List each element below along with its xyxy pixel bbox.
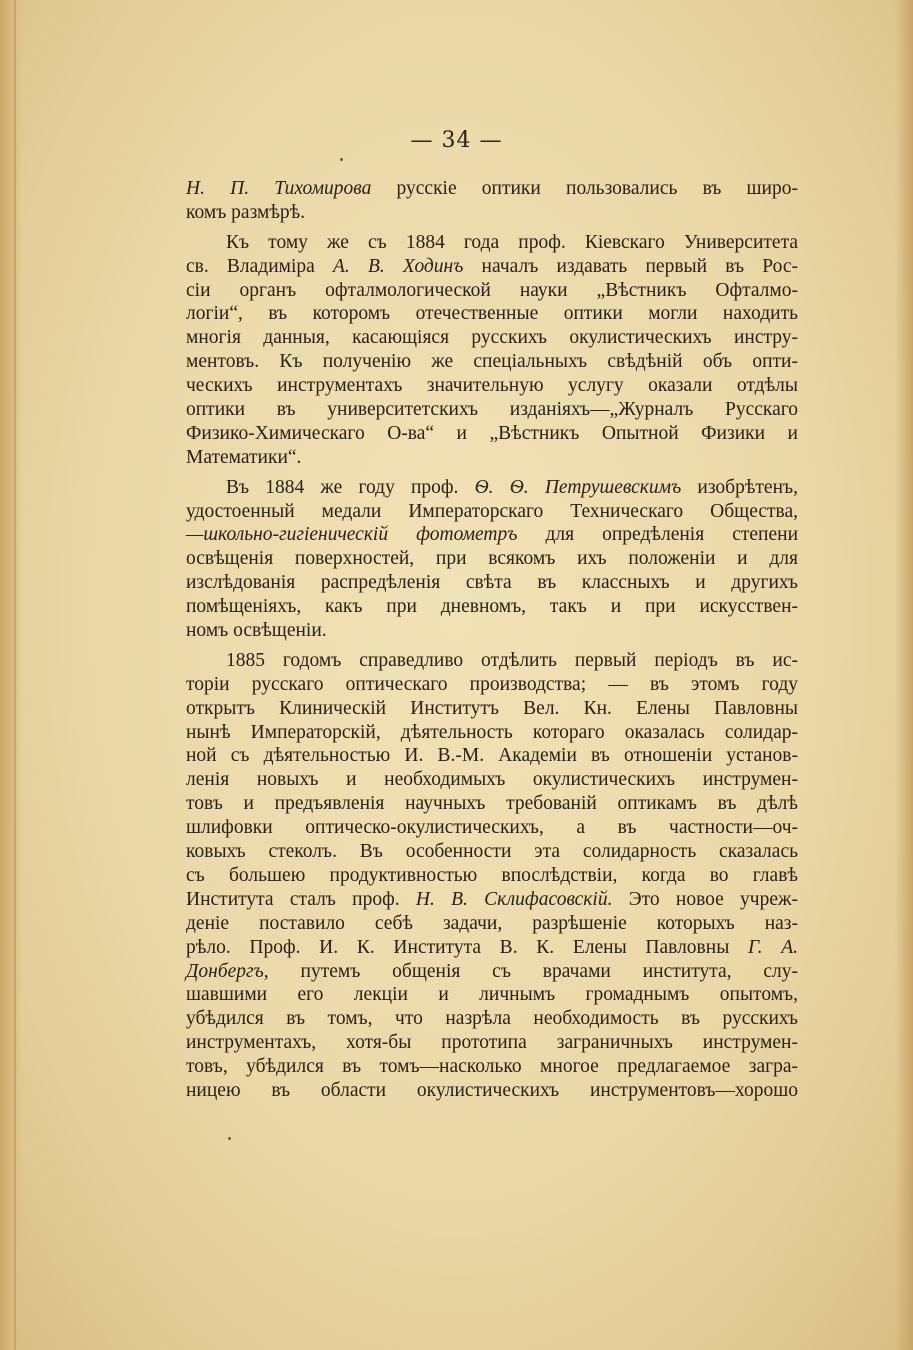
text-run: св. Владиміра: [186, 255, 333, 277]
text-line: [186, 816, 798, 840]
text-run: ной съ дѣятельностью И. В.-М. Академіи въ отношеніи установ-: [186, 745, 798, 767]
text-line: [186, 446, 798, 470]
text-line: [186, 523, 798, 547]
text-run: ницею въ области окулистическихъ инструментовъ—хорошо: [186, 1079, 798, 1101]
paragraph: [186, 177, 798, 225]
text-run: товъ, убѣдился въ томъ—насколько многое предлагаемое загра-: [186, 1056, 798, 1078]
text-run: для опредѣленія степени: [517, 524, 799, 546]
page-right-edge: [895, 0, 913, 1350]
text-line: [186, 960, 798, 984]
text-line: [186, 422, 798, 446]
text-line: [186, 201, 798, 225]
text-run: Физико-Химическаго О-ва“ и „Вѣстникъ Опытной Физики и: [186, 422, 798, 444]
text-line: [186, 595, 798, 619]
text-run: шлифовки оптическо-окулистическихъ, а въ частности—оч-: [186, 817, 798, 839]
text-run: ленія новыхъ и необходимыхъ окулистическихъ инструмен-: [186, 769, 798, 791]
text-line: [186, 177, 798, 201]
paragraph: [186, 476, 798, 643]
text-run: оптики въ университетскихъ изданіяхъ—„Журналъ Русскаго: [186, 399, 798, 421]
text-line: [186, 476, 798, 500]
print-speck: [228, 1137, 231, 1140]
text-run: комъ размѣрѣ.: [186, 201, 306, 223]
text-run: логіи“, въ которомъ отечественные оптики могли находить: [186, 303, 798, 325]
text-line: [186, 374, 798, 398]
text-run: Къ тому же съ 1884 года проф. Кіевскаго Университета: [226, 231, 798, 253]
text-run: удостоенный медали Императорскаго Техническаго Общества,: [186, 500, 798, 522]
text-run: деніе поставило себѣ задачи, разрѣшеніе которыхъ наз-: [186, 912, 798, 934]
paragraph: [186, 231, 798, 470]
text-line: [186, 1055, 798, 1079]
text-line: [186, 768, 798, 792]
text-line: [186, 326, 798, 350]
text-run: изслѣдованія распредѣленія свѣта въ классныхъ и другихъ: [186, 572, 798, 594]
text-run: ковыхъ стеколъ. Въ особенности эта солидарность сказалась: [186, 841, 798, 863]
italic-name: А. В. Ходинъ: [333, 255, 464, 277]
text-run: убѣдился въ томъ, что назрѣла необходимость въ русскихъ: [186, 1008, 798, 1030]
text-line: [186, 864, 798, 888]
text-line: [186, 697, 798, 721]
italic-name: Н. В. Склифасовскій.: [415, 888, 613, 910]
text-run: ментовъ. Къ полученію же спеціальныхъ свѣдѣній объ опти-: [186, 351, 798, 373]
text-run: Математики“.: [186, 446, 302, 468]
text-line: [186, 500, 798, 524]
text-line: [186, 571, 798, 595]
italic-name: —школьно-гигіеническій фотометръ: [186, 524, 518, 546]
text-line: [186, 398, 798, 422]
text-line: [186, 912, 798, 936]
print-speck: [340, 158, 343, 161]
text-line: [186, 1031, 798, 1055]
text-line: [186, 721, 798, 745]
text-run: торіи русскаго оптическаго производства; — въ этомъ году: [186, 673, 798, 695]
text-run: 1885 годомъ справедливо отдѣлить первый періодъ въ ис-: [226, 649, 798, 671]
text-run: товъ и предъявленія научныхъ требованій оптикамъ въ дѣлѣ: [186, 793, 798, 815]
italic-name: Донбергъ,: [186, 960, 269, 982]
text-run: Это новое учреж-: [612, 888, 798, 910]
text-run: номъ освѣщеніи.: [186, 620, 327, 642]
text-line: [186, 983, 798, 1007]
text-run: рѣло. Проф. И. К. Института В. К. Елены Павловны: [186, 936, 748, 958]
text-line: [186, 1007, 798, 1031]
text-line: [186, 792, 798, 816]
text-run: шавшими его лекціи и личнымъ громаднымъ опытомъ,: [186, 984, 798, 1006]
text-run: многія данныя, касающіяся русскихъ окулистическихъ инстру-: [186, 327, 798, 349]
italic-name: Ѳ. Ѳ. Петрушевскимъ: [474, 476, 682, 498]
text-line: [186, 840, 798, 864]
text-run: Въ 1884 же году проф.: [226, 476, 475, 498]
italic-name: Н. П. Тихомирова: [186, 178, 372, 199]
text-run: началъ издавать первый въ Рос-: [463, 255, 798, 277]
text-run: открытъ Клиническій Институтъ Вел. Кн. Елены Павловны: [186, 697, 798, 719]
text-run: русскіе оптики пользовались въ широ-: [371, 178, 798, 199]
text-run: изобрѣтенъ,: [681, 476, 798, 498]
paragraph: [186, 649, 798, 1103]
text-line: [186, 673, 798, 697]
text-line: [186, 255, 798, 279]
text-line: [186, 649, 798, 673]
text-line: [186, 1079, 798, 1103]
text-line: [186, 350, 798, 374]
text-line: [186, 619, 798, 643]
text-run: съ большею продуктивностью впослѣдствіи, когда во главѣ: [186, 864, 798, 886]
text-line: [186, 888, 798, 912]
text-line: [186, 231, 798, 255]
text-line: [186, 279, 798, 303]
text-run: ческихъ инструментахъ значительную услугу оказали отдѣлы: [186, 375, 798, 397]
text-line: [186, 936, 798, 960]
page-left-edge: [0, 0, 22, 1350]
text-line: [186, 744, 798, 768]
body-text: [186, 177, 798, 1103]
text-line: [186, 547, 798, 571]
text-line: [186, 302, 798, 326]
text-run: инструментахъ, хотя-бы прототипа заграничныхъ инструмен-: [186, 1032, 798, 1054]
text-run: помѣщеніяхъ, какъ при дневномъ, такъ и при искусствен-: [186, 596, 798, 618]
text-run: сіи органъ офталмологической науки „Вѣстникъ Офталмо-: [186, 279, 798, 301]
italic-name: Г. А.: [748, 936, 798, 958]
page-number: — 34 —: [410, 128, 503, 153]
text-run: освѣщенія поверхностей, при всякомъ ихъ положеніи и для: [186, 548, 798, 570]
text-run: нынѣ Императорскій, дѣятельность котораго оказалась солидар-: [186, 721, 798, 743]
text-run: путемъ общенія съ врачами института, слу-: [268, 960, 798, 982]
text-run: Института сталъ проф.: [186, 888, 416, 910]
binding-fold: [14, 0, 16, 1350]
